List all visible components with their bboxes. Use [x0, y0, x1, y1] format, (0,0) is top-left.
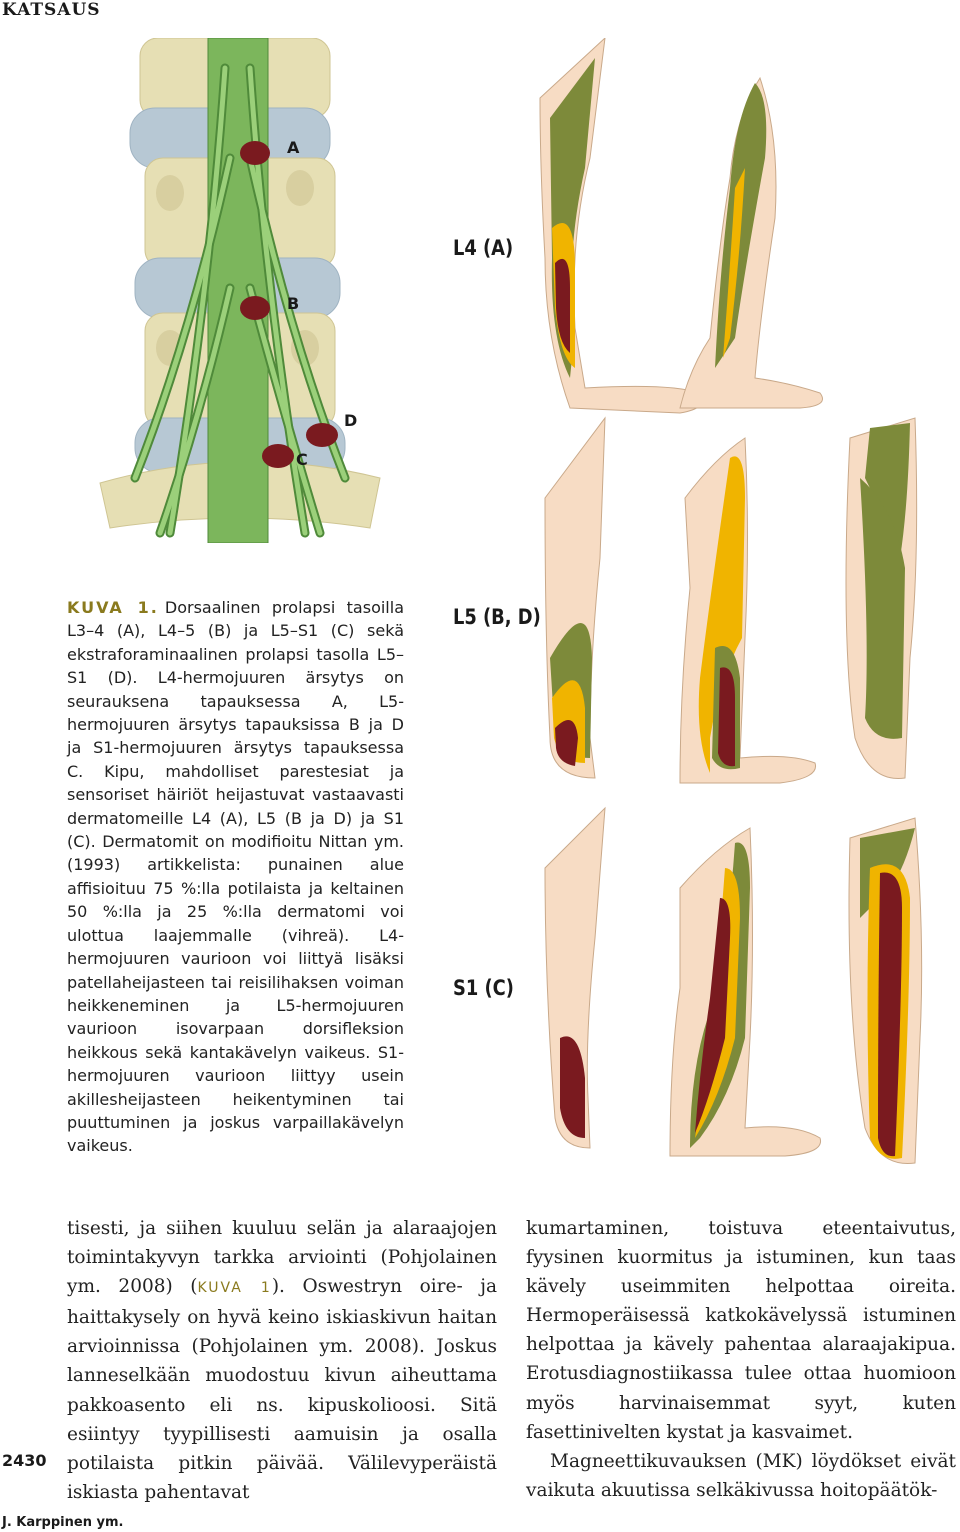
page-number: 2430 [2, 1451, 47, 1470]
right-paragraph-2: Magneettikuvauksen (MK) löydökset eivät vaikuta akuutissa selkäkivussa hoitopäätök- [526, 1450, 956, 1501]
level-label-l4: L4 (A) [453, 236, 514, 260]
prolapse-b [240, 296, 270, 320]
leg-s1 [545, 808, 922, 1164]
section-header: KATSAUS [2, 0, 101, 20]
leg-l4 [540, 38, 823, 413]
body-column-left [67, 1214, 497, 1507]
dermatome-legs-illustration [530, 38, 960, 1173]
prolapse-a [240, 141, 270, 165]
prolapse-d [306, 423, 338, 447]
level-label-s1: S1 (C) [453, 976, 514, 1000]
spine-illustration [90, 38, 390, 543]
prolapse-c [262, 444, 294, 468]
left-text-end: ). Oswestryn oire- ja haittakysely on hyvä keino iskiaskivun haitan arvioinnissa (Pohjolainen ym. 2008). Joskus lanneselkään muodostuu kivun aiheuttama pakkoasento eli ns. kipuskolioosi. Sitä esiintyy tyypillisesti aamuisin ja osalla potilaista pitkin päivää. Välilevyperäistä iskiasta pahentavat [67, 1276, 498, 1503]
leg-l5 [545, 418, 917, 783]
left-text-start: tisesti, ja siihen kuuluu selän ja alaraajojen toimintakyvyn tarkka arviointi (Pohjolainen ym. 2008) ( [67, 1218, 497, 1298]
body-column-right [526, 1214, 956, 1505]
figure-number: KUVA 1. [67, 598, 159, 617]
label-c: C [296, 450, 308, 469]
label-d: D [344, 411, 358, 430]
label-b: B [287, 294, 300, 313]
label-a: A [287, 138, 300, 157]
caption-text: Dorsaalinen prolapsi tasoilla L3–4 (A), L4–5 (B) ja L5–S1 (C) sekä ekstraforaminaalinen prolapsi tasolla L5–S1 (D). L4-hermojuuren ärsytys on seurauksena tapauksessa A, L5-hermojuuren ärsytys tapauksissa B ja D ja S1-hermojuuren ärsytys tapauksessa C. Kipu, mahdolliset parestesiat ja sensoriset häiriöt heijastuvat vastaavasti dermatomeille L4 (A), L5 (B ja D) ja S1 (C). Dermatomit on modifioitu Nittan ym. (1993) artikkelista: punainen alue affisioituu 75 %:lla potilaista ja keltainen 50 %:lla ja 25 %:lla dermatomi voi ulottua laajemmalle (vihreä). L4-hermojuuren vaurioon voi liittyä lisäksi patellaheijasteen tai reisilihaksen voiman heikkeneminen ja L5-hermojuuren vaurioon isovarpaan dorsifleksion heikkous sekä kantakävelyn vaikeus. S1-hermojuuren vaurioon liittyy usein akillesheijasteen heikentyminen tai puuttuminen ja joskus varpaillakävelyn vaikeus. [67, 598, 404, 1156]
figure-reference: KUVA 1 [197, 1280, 272, 1297]
figure-caption [67, 596, 404, 1158]
level-label-l5: L5 (B, D) [453, 605, 541, 629]
spinal-canal [208, 38, 268, 543]
right-paragraph-1: kumartaminen, toistuva eteentaivutus, fyysinen kuormitus ja istuminen, kun taas kävely useimmiten helpottaa oireita. Hermoperäisessä katkokävelyssä istuminen helpottaa ja kävely pahentaa alaraajakipua. Erotusdiagnostiikassa tulee ottaa huomioon myös harvinaisemmat syyt, kuten fasettinivelten kystat ja kasvaimet. [526, 1218, 956, 1443]
author-footer: J. Karppinen ym. [2, 1515, 124, 1530]
